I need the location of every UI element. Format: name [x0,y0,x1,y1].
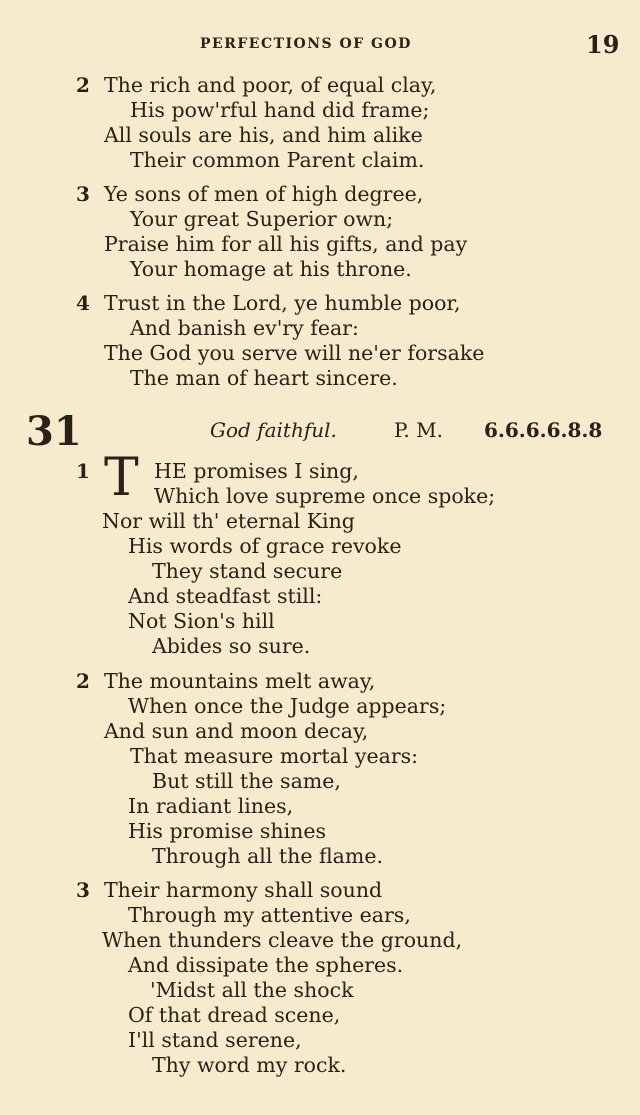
page-number: 19 [586,30,620,59]
meter: 6.6.6.6.8.8 [484,418,603,442]
stanza-line: Praise him for all his gifts, and pay [104,232,468,256]
stanza-line: His pow'rful hand did frame; [130,98,430,122]
stanza-line: I'll stand serene, [128,1028,302,1052]
stanza-line: And dissipate the spheres. [128,953,404,977]
stanza-line: Of that dread scene, [128,1003,341,1027]
stanza-line: Thy word my rock. [152,1053,347,1077]
stanza-line: And sun and moon decay, [104,719,369,743]
stanza-line: Not Sion's hill [128,609,275,633]
stanza-line: Through all the flame. [152,844,383,868]
stanza-number: 4 [76,291,90,315]
hymn-title: God faithful. [210,418,337,442]
stanza-line: When thunders cleave the ground, [102,928,463,952]
stanza-line: And steadfast still: [128,584,323,608]
stanza-line: His words of grace revoke [128,534,402,558]
stanza-line-text: Their harmony shall sound [104,878,383,902]
stanza-line: In radiant lines, [128,794,294,818]
stanza-number: 2 [76,669,90,693]
stanza-line: They stand secure [152,559,343,583]
stanza-line: All souls are his, and him alike [104,123,423,147]
stanza-number: 1 [76,459,90,483]
stanza-number: 2 [76,73,90,97]
stanza-line: That measure mortal years: [130,744,419,768]
stanza-line-text: Ye sons of men of high degree, [104,182,424,206]
stanza-line: Nor will th' eternal King [102,509,355,533]
hymn-number: 31 [26,408,82,455]
stanza-line: Your great Superior own; [130,207,394,231]
stanza-line: Which love supreme once spoke; [154,484,496,508]
stanza-number: 3 [76,182,90,206]
stanza-line-text: The rich and poor, of equal clay, [104,73,437,97]
stanza-line: HE promises I sing, [154,459,359,483]
stanza-line: Abides so sure. [152,634,311,658]
stanza-line: Their common Parent claim. [130,148,425,172]
stanza-line: Through my attentive ears, [128,903,411,927]
stanza-line: Your homage at his throne. [130,257,412,281]
stanza-line: The man of heart sincere. [130,366,398,390]
stanza-line: But still the same, [152,769,341,793]
stanza-line: 'Midst all the shock [150,978,354,1002]
stanza-line: The God you serve will ne'er forsake [104,341,485,365]
stanza-line: His promise shines [128,819,327,843]
stanza-number: 3 [76,878,90,902]
meter-label: P. M. [394,418,443,442]
drop-cap: T [104,448,139,508]
running-head: PERFECTIONS OF GOD [200,36,412,52]
stanza-line: And banish ev'ry fear: [130,316,359,340]
stanza-line-text: Trust in the Lord, ye humble poor, [104,291,461,315]
stanza-line-text: The mountains melt away, [104,669,376,693]
stanza-line: When once the Judge appears; [128,694,447,718]
